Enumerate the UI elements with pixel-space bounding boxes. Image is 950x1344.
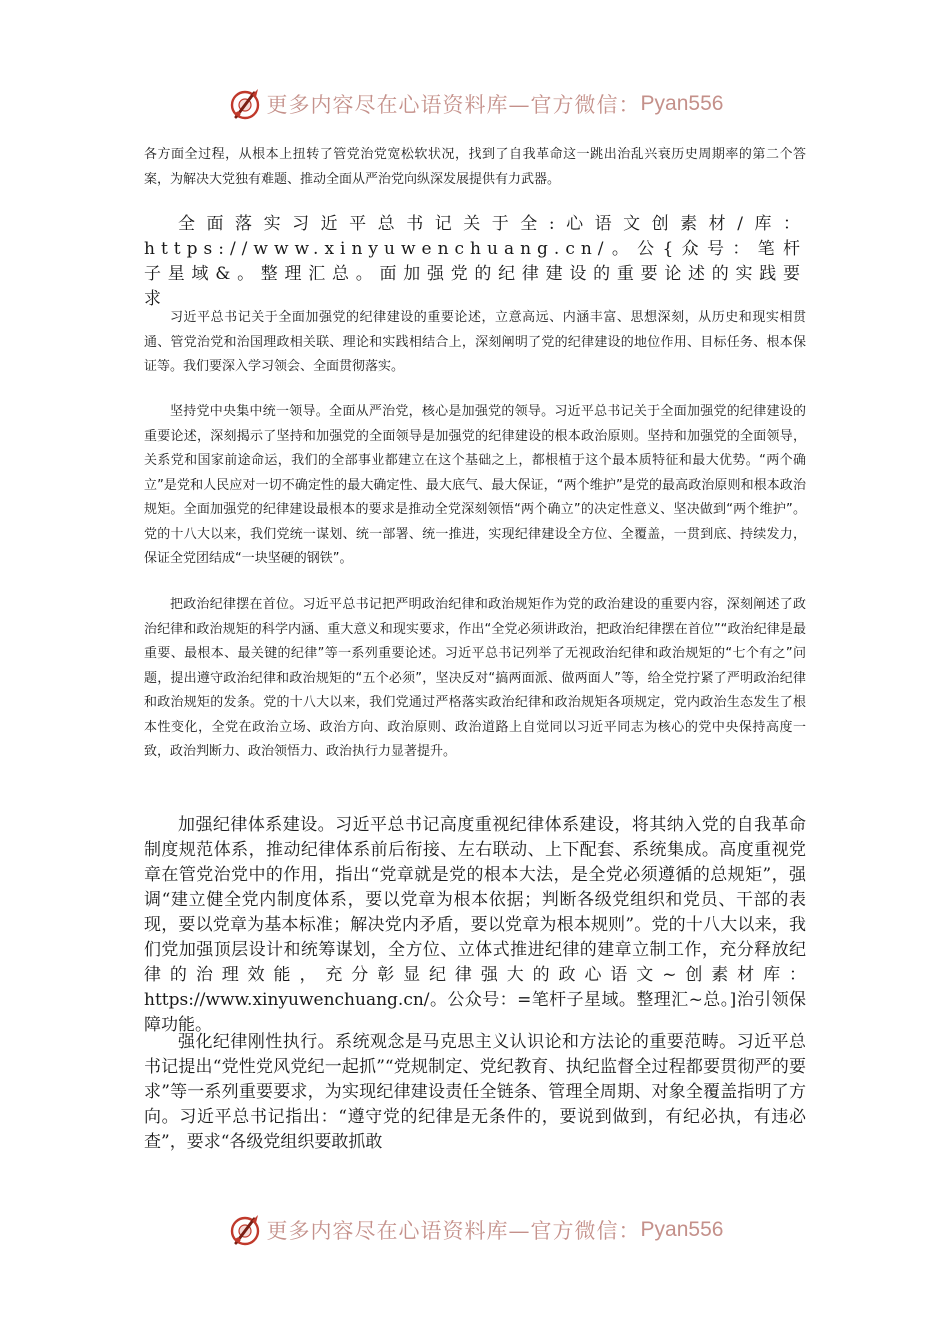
- paragraph-text: 各方面全过程，从根本上扭转了管党治党宽松软状况，找到了自我革命这一跳出治乱兴衰历史周期率的第二个答案，为解决大党独有难题、推动全面从严治党向纵深发展提供有力武器。: [144, 147, 806, 187]
- brush-logo-icon: [227, 1212, 263, 1248]
- paragraph-text: 习近平总书记关于全面加强党的纪律建设的重要论述，立意高远、内涵丰富、思想深刻，从历史和现实相贯通、管党治党和治国理政相关联、理论和实践相结合上，深刻阐明了党的纪律建设的地位作用、目标任务、根本保证等。我们要深入学习领会、全面贯彻落实。: [144, 310, 806, 374]
- paragraph-text: 加强纪律体系建设。习近平总书记高度重视纪律体系建设，将其纳入党的自我革命制度规范体系，推动纪律体系前后衔接、左右联动、上下配套、系统集成。高度重视党章在管党治党中的作用，指出“党章就是党的根本大法，是全党必须遵循的总规矩”，强调“建立健全党内制度体系，要以党章为根本依据；判断各级党组织和党员、干部的表现，要以党章为基本标准；解决党内矛盾，要以党章为根本规则”。党的十八大以来，我们党加强顶层设计和统筹谋划，全方位、立体式推进纪律的建章立制工作，充分释放纪律的治理效能，充分彰显纪律强大的政心语文~创素材库：https://www.xinyuwenchuang.cn/。公众号：=笔杆子星域。整理汇~总。]治引领保障功能。: [144, 815, 806, 1035]
- paragraph-discipline-system: [144, 813, 806, 1038]
- paragraph-political-discipline: [144, 593, 806, 765]
- paragraph-continuation: [144, 143, 806, 192]
- header-slogan: 更多内容尽在心语资料库—官方微信：: [266, 93, 641, 117]
- brush-logo-icon: [227, 86, 263, 122]
- section-heading: [144, 212, 806, 312]
- footer-slogan: 更多内容尽在心语资料库—官方微信：: [266, 1219, 641, 1243]
- paragraph-intro: [144, 306, 806, 380]
- paragraph-text: 把政治纪律摆在首位。习近平总书记把严明政治纪律和政治规矩作为党的政治建设的重要内容，深刻阐述了政治纪律和政治规矩的科学内涵、重大意义和现实要求，作出“全党必须讲政治，把政治纪律摆在首位”“政治纪律是最重要、最根本、最关键的纪律”等一系列重要论述。习近平总书记列举了无视政治纪律和政治规矩的“七个有之”问题，提出遵守政治纪律和政治规矩的“五个必须”，坚决反对“搞两面派、做两面人”等，给全党拧紧了严明政治纪律和政治规矩的发条。党的十八大以来，我们党通过严格落实政治纪律和政治规矩各项规定，党内政治生态发生了根本性变化，全党在政治立场、政治方向、政治原则、政治道路上自觉同以习近平同志为核心的党中央保持高度一致，政治判断力、政治领悟力、政治执行力显著提升。: [144, 597, 806, 759]
- heading-text: 全面落实习近平总书记关于全:心语文创素材/库：https://www.xinyuwenchuang.cn/。公{众号：笔杆子星域&。整理汇总。面加强党的纪律建设的重要论述的实践要求: [144, 214, 806, 309]
- paragraph-text: 坚持党中央集中统一领导。全面从严治党，核心是加强党的领导。习近平总书记关于全面加强党的纪律建设的重要论述，深刻揭示了坚持和加强党的全面领导是加强党的纪律建设的根本政治原则。坚持和加强党的全面领导，关系党和国家前途命运，我们的全部事业都建立在这个基础之上，都根植于这个最本质特征和最大优势。“两个确立”是党和人民应对一切不确定性的最大确定性、最大底气、最大保证，“两个维护”是党的最高政治原则和根本政治规矩。全面加强党的纪律建设最根本的要求是推动全党深刻领悟“两个确立”的决定性意义、坚决做到“两个维护”。党的十八大以来，我们党统一谋划、统一部署、统一推进，实现纪律建设全方位、全覆盖，一贯到底、持续发力，保证全党团结成“一块坚硬的钢铁”。: [144, 404, 806, 566]
- paragraph-enforcement: [144, 1030, 806, 1155]
- footer-wechat-id: Pyan556: [640, 1218, 724, 1241]
- header-banner: [0, 84, 950, 124]
- footer-banner: [0, 1210, 950, 1250]
- paragraph-text: 强化纪律刚性执行。系统观念是马克思主义认识论和方法论的重要范畴。习近平总书记提出“党性党风党纪一起抓”“党规制定、党纪教育、执纪监督全过程都要贯彻严的要求”等一系列重要要求，为实现纪律建设责任全链条、管理全周期、对象全覆盖指明了方向。习近平总书记指出：“遵守党的纪律是无条件的，要说到做到，有纪必执，有违必查”，要求“各级党组织要敢抓敢: [144, 1032, 806, 1152]
- paragraph-leadership: [144, 400, 806, 572]
- header-wechat-id: Pyan556: [640, 92, 724, 115]
